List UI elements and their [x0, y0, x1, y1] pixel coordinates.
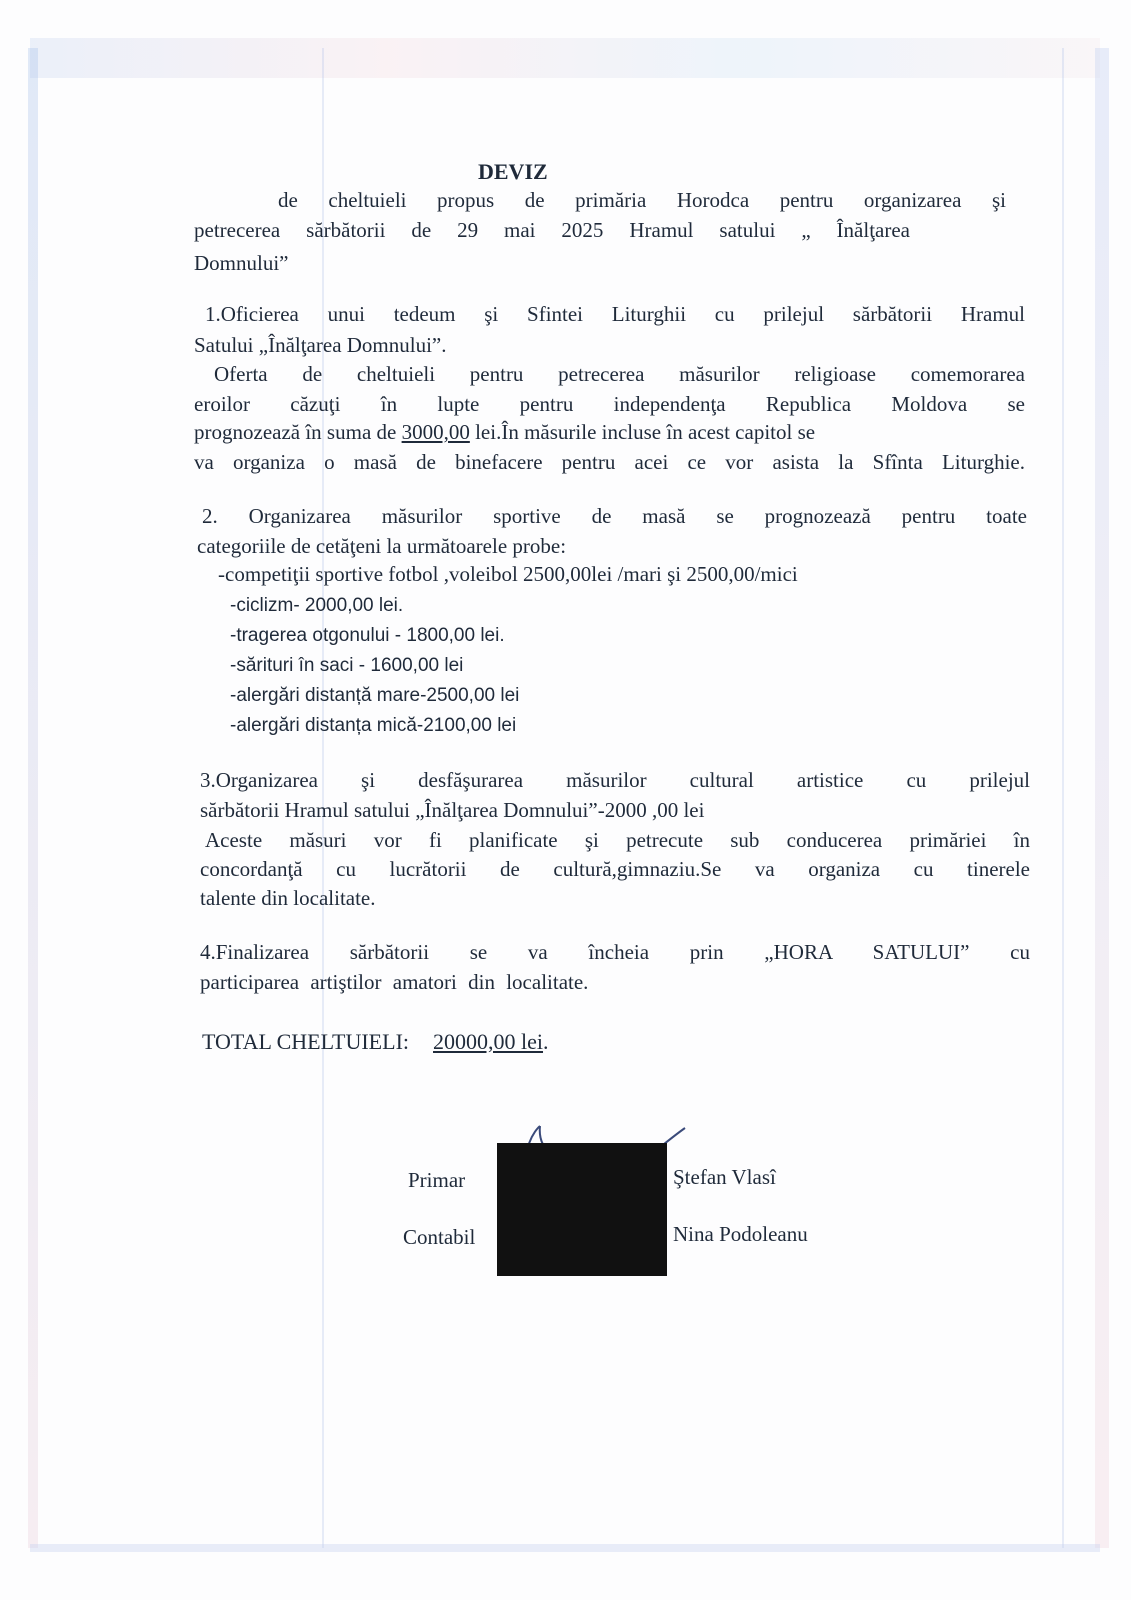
sport-item: -alergări distanța mică-2100,00 lei	[230, 715, 517, 736]
section1-amount: 3000,00	[401, 420, 470, 444]
intro-line: de cheltuieli propus de primăria Horodca pentru organizarea şi	[278, 188, 1006, 212]
contabil-name: Nina Podoleanu	[673, 1222, 808, 1246]
primar-name: Ştefan Vlasî	[673, 1165, 776, 1189]
section3-line: concordanţă cu lucrătorii de cultură,gimnaziu.Se va organiza cu tinerele	[200, 857, 1030, 881]
scan-artifact-line	[1062, 48, 1064, 1548]
section2-line: categoriile de cetăţeni la următoarele probe:	[197, 534, 567, 558]
intro-line: Domnului”	[194, 251, 289, 275]
primar-label: Primar	[408, 1168, 466, 1192]
contabil-label: Contabil	[403, 1225, 476, 1249]
intro-line: petrecerea sărbătorii de 29 mai 2025 Hramul satului „ Înălţarea	[194, 218, 910, 242]
section1-line: Oferta de cheltuieli pentru petrecerea măsurilor religioase comemorarea	[214, 362, 1025, 386]
section2-line: -competiţii sportive fotbol ,voleibol 2500,00lei /mari şi 2500,00/mici	[218, 562, 798, 586]
scan-artifact-bottom	[30, 1544, 1100, 1552]
section1-text: prognozează în suma de	[194, 420, 402, 444]
section1-line: eroilor căzuţi în lupte pentru independenţa Republica Moldova se	[194, 392, 1025, 416]
section4-line: participarea artiştilor amatori din localitate.	[200, 970, 589, 994]
scan-artifact-left	[28, 48, 38, 1548]
section1-line	[194, 418, 1025, 446]
section3-line: Aceste măsuri vor fi planificate şi petrecute sub conducerea primăriei în	[205, 828, 1030, 852]
section1-heading: 1.Oficierea unui tedeum şi Sfintei Liturghii cu prilejul sărbătorii Hramul	[205, 302, 1025, 326]
total-amount: 20000,00 lei	[433, 1029, 544, 1054]
total-line	[202, 1028, 549, 1056]
section3-line: sărbătorii Hramul satului „Înălţarea Domnului”-2000 ,00 lei	[200, 798, 705, 822]
document-title: DEVIZ	[478, 159, 548, 184]
section3-heading: 3.Organizarea şi desfăşurarea măsurilor cultural artistice cu prilejul	[200, 768, 1030, 792]
total-period: .	[543, 1029, 549, 1054]
section1-text: lei.În măsurile incluse în acest capitol se	[469, 420, 816, 444]
section3-line: talente din localitate.	[200, 886, 376, 910]
section1-line: va organiza o masă de binefacere pentru acei ce vor asista la Sfînta Liturghie.	[194, 450, 1025, 474]
sport-item: -sărituri în saci - 1600,00 lei	[230, 655, 464, 676]
scan-artifact-right	[1095, 48, 1109, 1548]
section1-line: Satului „Înălţarea Domnului”.	[194, 333, 447, 357]
sport-item: -alergări distanță mare-2500,00 lei	[230, 685, 520, 706]
section2-heading: 2. Organizarea măsurilor sportive de masă se prognozează pentru toate	[202, 504, 1027, 528]
total-label: TOTAL CHELTUIELI:	[202, 1029, 410, 1054]
scan-artifact-top	[30, 38, 1100, 78]
sport-item: -ciclizm- 2000,00 lei.	[230, 595, 404, 616]
sport-item: -tragerea otgonului - 1800,00 lei.	[230, 625, 505, 646]
section4-heading: 4.Finalizarea sărbătorii se va încheia prin „HORA SATULUI” cu	[200, 940, 1030, 964]
redaction-box	[497, 1143, 667, 1276]
